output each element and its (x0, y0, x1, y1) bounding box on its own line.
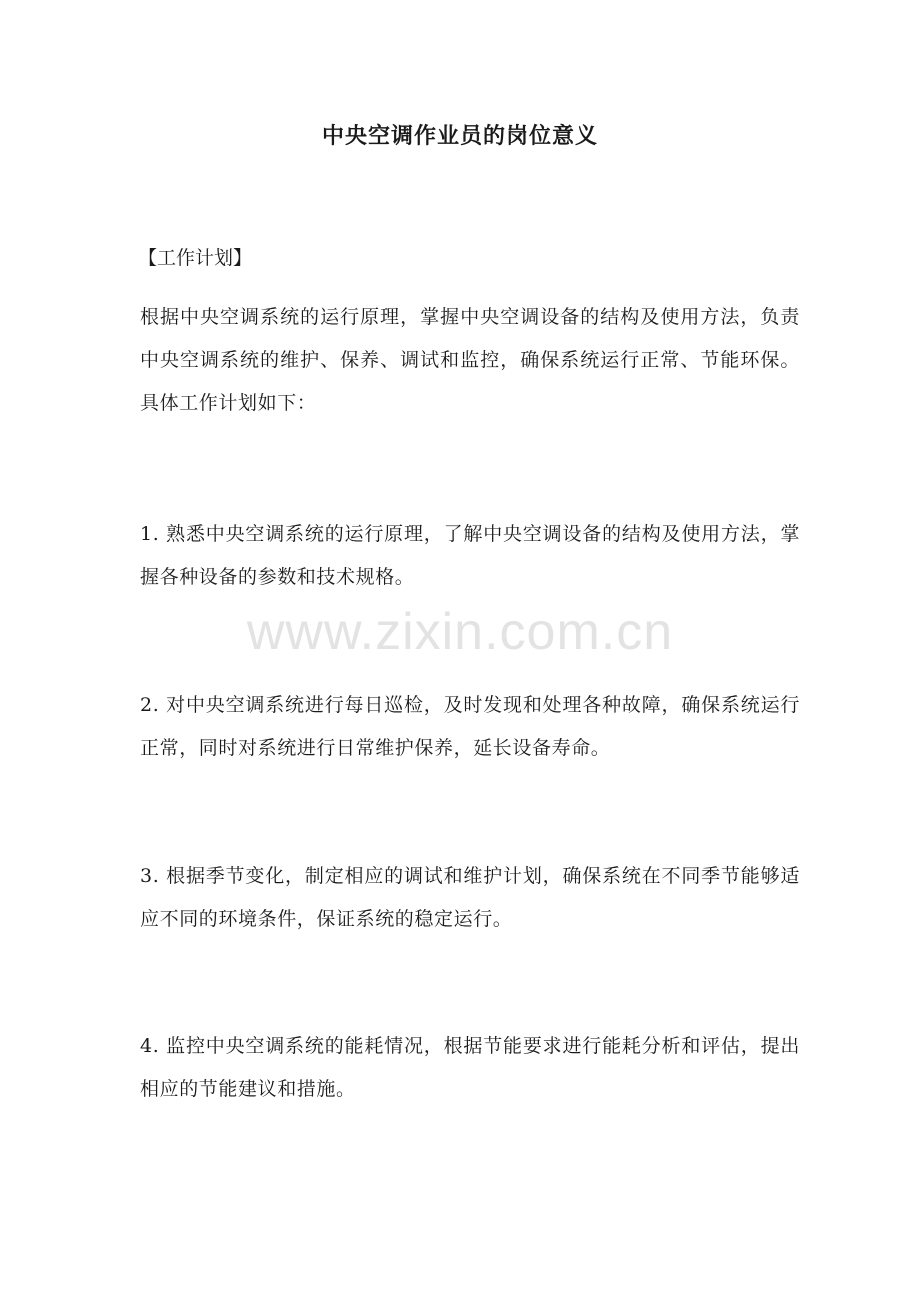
plan-item-2: 2. 对中央空调系统进行每日巡检，及时发现和处理各种故障，确保系统运行正常，同时对系统进行日常维护保养，延长设备寿命。 (140, 694, 800, 759)
plan-item-4: 4. 监控中央空调系统的能耗情况，根据节能要求进行能耗分析和评估，提出相应的节能建议和措施。 (140, 1035, 800, 1100)
plan-item-1: 1. 熟悉中央空调系统的运行原理，了解中央空调设备的结构及使用方法，掌握各种设备的参数和技术规格。 (140, 523, 800, 588)
document-title: 中央空调作业员的岗位意义 (321, 123, 598, 149)
plan-item-3: 3. 根据季节变化，制定相应的调试和维护计划，确保系统在不同季节能够适应不同的环境条件，保证系统的稳定运行。 (140, 865, 800, 930)
watermark: www.zixin.com.cn (246, 603, 674, 661)
intro-paragraph: 根据中央空调系统的运行原理，掌握中央空调设备的结构及使用方法，负责中央空调系统的维护、保养、调试和监控，确保系统运行正常、节能环保。具体工作计划如下： (140, 306, 800, 414)
section-label: 【工作计划】 (138, 247, 253, 269)
